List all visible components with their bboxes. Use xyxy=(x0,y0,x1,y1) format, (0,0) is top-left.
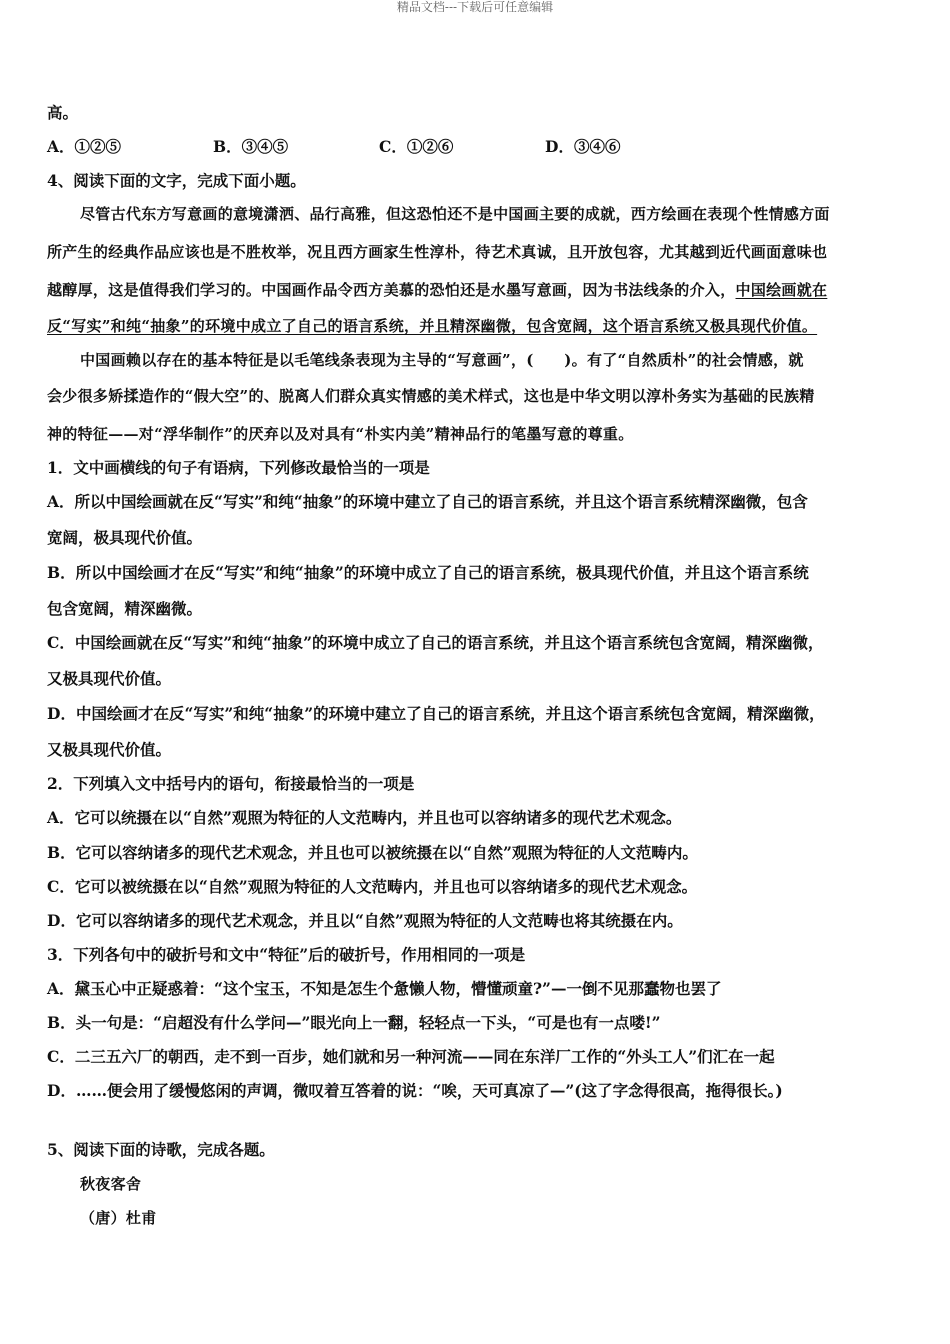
q1-option-a[interactable]: A．所以中国绘画就在反“写实”和纯“抽象”的环境中建立了自己的语言系统，并且这个语言系统精深幽微，包含 xyxy=(47,492,808,511)
passage-line xyxy=(47,280,827,300)
passage-line: 中国画赖以存在的基本特征是以毛笔线条表现为主导的“写意画”，( )。有了“自然质朴”的社会情感，就 xyxy=(80,351,804,369)
option-c[interactable]: C．①②⑥ xyxy=(379,137,454,156)
q1-option-b-cont: 包含宽阔，精深幽微。 xyxy=(47,599,203,618)
q1-option-a-cont: 宽阔，极具现代价值。 xyxy=(47,528,203,547)
q3-option-d[interactable]: D．……便会用了缓慢悠闲的声调，微叹着互答着的说：“唉，天可真凉了—”(这了字念得很高，拖得很长。) xyxy=(47,1081,783,1100)
section-4-title: 4、阅读下面的文字，完成下面小题。 xyxy=(47,171,306,190)
passage-line: 会少很多矫揉造作的“假大空”的、脱离人们群众真实情感的美术样式，这也是中华文明以淳朴务实为基础的民族精 xyxy=(47,387,815,405)
q1-option-b[interactable]: B．所以中国绘画才在反“写实”和纯“抽象”的环境中成立了自己的语言系统，极具现代价值，并且这个语言系统 xyxy=(47,563,809,582)
question-2-stem: 2．下列填入文中括号内的语句，衔接最恰当的一项是 xyxy=(47,774,415,793)
q2-option-d[interactable]: D．它可以容纳诸多的现代艺术观念，并且以“自然”观照为特征的人文范畴也将其统摄在内。 xyxy=(47,911,683,930)
q1-option-c[interactable]: C．中国绘画就在反“写实”和纯“抽象”的环境中成立了自己的语言系统，并且这个语言系统包含宽阔，精深幽微， xyxy=(47,633,824,652)
q2-option-b[interactable]: B．它可以容纳诸多的现代艺术观念，并且也可以被统摄在以“自然”观照为特征的人文范畴内。 xyxy=(47,843,698,862)
poem-author: （唐）杜甫 xyxy=(80,1209,157,1227)
passage-line: 所产生的经典作品应该也是不胜枚举，况且西方画家生性淳朴，待艺术真诚，且开放包容，尤其越到近代画面意味也 xyxy=(47,243,828,261)
question-3-stem: 3．下列各句中的破折号和文中“特征”后的破折号，作用相同的一项是 xyxy=(47,945,526,964)
underlined-sentence: 中国绘画就在 xyxy=(735,281,828,299)
section-5-title: 5、阅读下面的诗歌，完成各题。 xyxy=(47,1140,275,1159)
q1-option-d-cont: 又极具现代价值。 xyxy=(47,740,172,759)
q1-option-c-cont: 又极具现代价值。 xyxy=(47,669,172,688)
option-a[interactable]: A．①②⑤ xyxy=(47,137,122,156)
q1-option-d[interactable]: D．中国绘画才在反“写实”和纯“抽象”的环境中建立了自己的语言系统，并且这个语言系统包含宽阔，精深幽微， xyxy=(47,704,825,723)
continuation-text: 高。 xyxy=(47,103,79,122)
q2-option-a[interactable]: A．它可以统摄在以“自然”观照为特征的人文范畴内，并且也可以容纳诸多的现代艺术观念。 xyxy=(47,808,682,827)
poem-title: 秋夜客舍 xyxy=(80,1175,142,1193)
q3-option-b[interactable]: B．头一句是：“启超没有什么学问—”眼光向上一翻，轻轻点一下头，“可是也有一点喽!” xyxy=(47,1013,661,1032)
q3-option-a[interactable]: A．黛玉心中正疑惑着：“这个宝玉，不知是怎生个惫懒人物，懵懂顽童?”—一倒不见那蠢物也罢了 xyxy=(47,979,722,998)
prev-question-options xyxy=(47,137,711,157)
q3-option-c[interactable]: C．二三五六厂的朝西，走不到一百步，她们就和另一种河流——同在东洋厂工作的“外头工人”们汇在一起 xyxy=(47,1047,775,1066)
q2-option-c[interactable]: C．它可以被统摄在以“自然”观照为特征的人文范畴内，并且也可以容纳诸多的现代艺术观念。 xyxy=(47,877,698,896)
question-1-stem: 1．文中画横线的句子有语病，下列修改最恰当的一项是 xyxy=(47,458,430,477)
option-b[interactable]: B．③④⑤ xyxy=(213,137,289,156)
passage-line: 神的特征——对“浮华制作”的厌弃以及对具有“朴实内美”精神品行的笔墨写意的尊重。 xyxy=(47,425,634,443)
underlined-sentence: 反“写实”和纯“抽象”的环境中成立了自己的语言系统，并且精深幽微，包含宽阔，这个语言系统又极具现代价值。 xyxy=(47,317,818,335)
option-d[interactable]: D．③④⑥ xyxy=(545,137,621,156)
passage-line: 尽管古代东方写意画的意境潇洒、品行高雅，但这恐怕还不是中国画主要的成就，西方绘画在表现个性情感方面 xyxy=(80,205,830,223)
page-header: 精品文档---下载后可任意编辑 xyxy=(396,0,554,14)
passage-text: 越醇厚，这是值得我们学习的。中国画作品令西方美慕的恐怕还是水墨写意画，因为书法线条的介入， xyxy=(47,281,736,299)
